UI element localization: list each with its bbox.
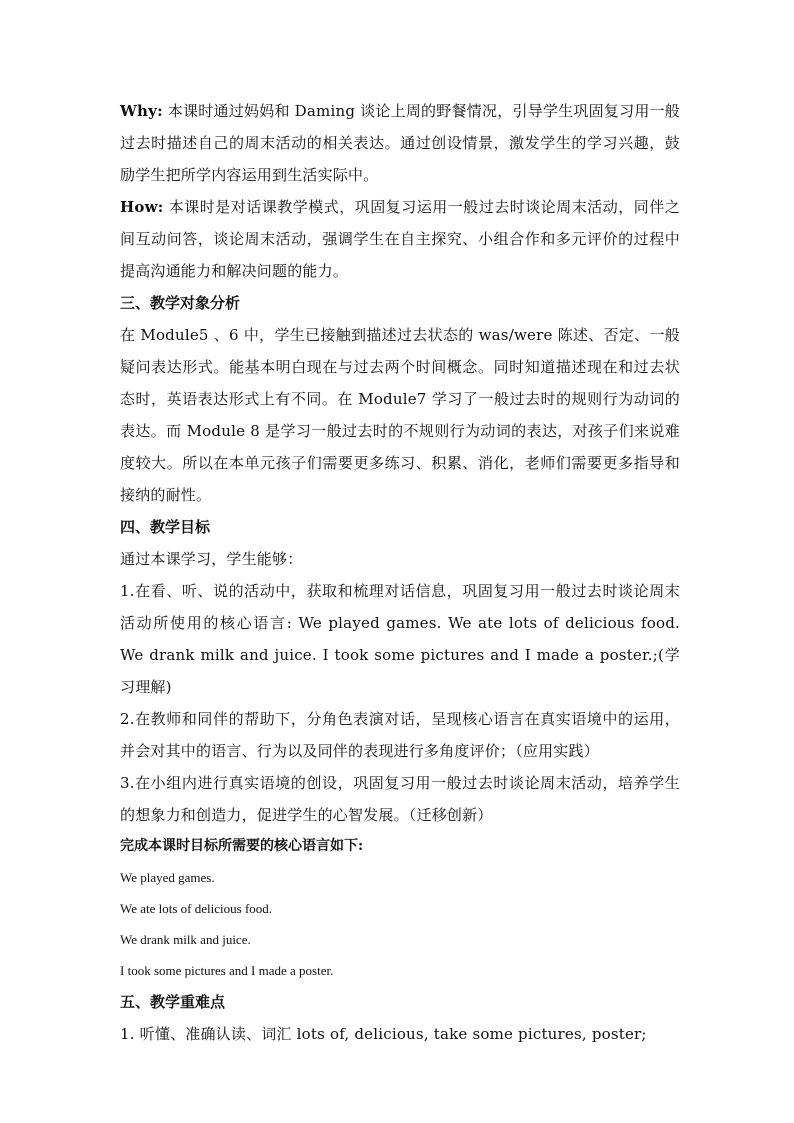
section3-heading: 三、教学对象分析 — [120, 294, 241, 312]
how-text: 本课时是对话课教学模式，巩固复习运用一般过去时谈论周末活动，同伴之间互动问答，谈论周末活动，强调学生在自主探究、小组合作和多元评价的过程中提高沟通能力和解决问题的能力。 — [120, 198, 680, 280]
why-paragraph — [120, 95, 680, 191]
goal-2: 2.在教师和同伴的帮助下，分角色表演对话，呈现核心语言在真实语境中的运用，并会对其中的语言、行为以及同伴的表现进行多角度评价；（应用实践） — [120, 710, 680, 760]
section4-intro: 通过本课学习，学生能够： — [120, 550, 303, 568]
why-label: Why: — [120, 102, 163, 120]
how-paragraph — [120, 191, 680, 287]
section5-heading: 五、教学重难点 — [120, 993, 226, 1011]
document-page — [120, 95, 680, 1050]
section4-heading: 四、教学目标 — [120, 518, 211, 536]
how-label: How: — [120, 198, 164, 216]
goal-3: 3.在小组内进行真实语境的创设，巩固复习用一般过去时谈论周末活动，培养学生的想象力和创造力，促进学生的心智发展。（迁移创新） — [120, 774, 680, 824]
core-language-heading: 完成本课时目标所需要的核心语言如下: — [120, 838, 364, 854]
core-line-2: We ate lots of delicious food. — [120, 901, 273, 916]
why-text: 本课时通过妈妈和 Daming 谈论上周的野餐情况，引导学生巩固复习用一般过去时描述自己的周末活动的相关表达。通过创设情景，激发学生的学习兴趣，鼓励学生把所学内容运用到生活实际中。 — [120, 102, 680, 184]
section5-item-1: 1. 听懂、准确认读、词汇 lots of, delicious, take some pictures, poster; — [120, 1025, 647, 1043]
core-line-1: We played games. — [120, 870, 215, 885]
core-line-3: We drank milk and juice. — [120, 932, 251, 947]
core-line-4: I took some pictures and I made a poster. — [120, 963, 334, 978]
section3-text: 在 Module5 、6 中，学生已接触到描述过去状态的 was/were 陈述、否定、一般疑问表达形式。能基本明白现在与过去两个时间概念。同时知道描述现在和过去状态时，英语表达形式上有不同。在 Module7 学习了一般过去时的规则行为动词的表达。而 Module 8 是学习一般过去时的不规则行为动词的表达，对孩子们来说难度较大。所以在本单元孩子们需要更多练习、积累、消化，老师们需要更多指导和接纳的耐性。 — [120, 326, 680, 504]
goal-1: 1.在看、听、说的活动中，获取和梳理对话信息，巩固复习用一般过去时谈论周末活动所使用的核心语言: We played games. We ate lots of delicious food. We drank milk and juice. I took some pictures and I made a poster.;(学习理解) — [120, 582, 680, 696]
